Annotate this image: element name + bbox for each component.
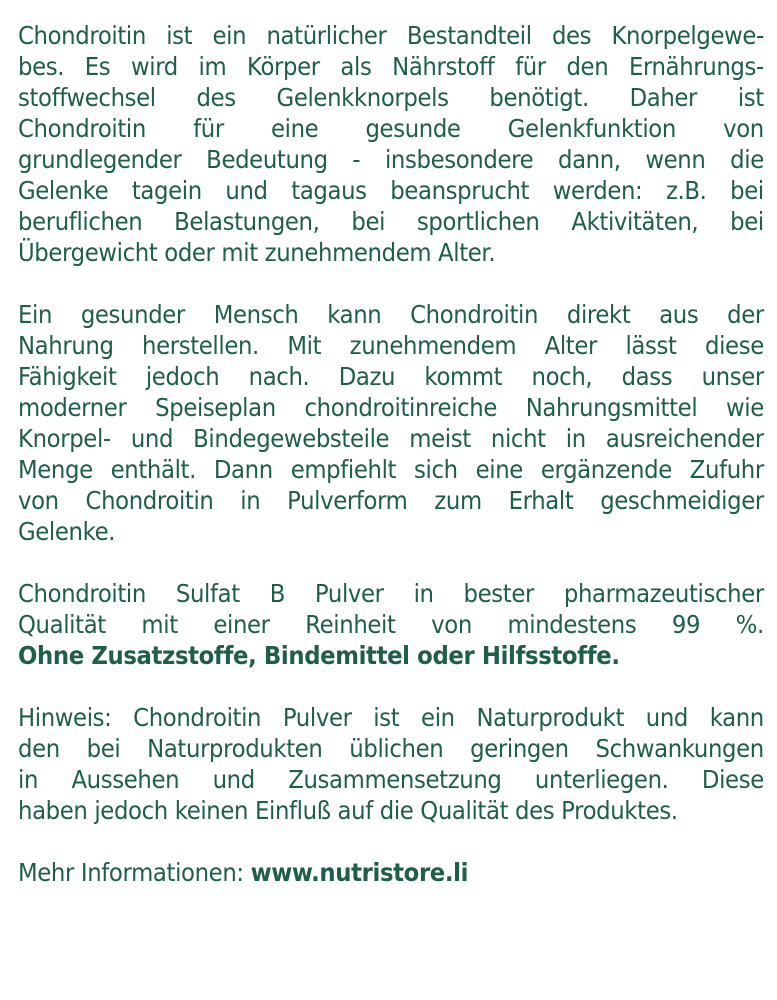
- more-info-label: Mehr Informationen:: [18, 858, 251, 887]
- text-line: moderner Speiseplan chondroitinreiche Nahrungsmittel wie: [18, 393, 764, 422]
- text-line: in Aussehen und Zusammensetzung unterliegen. Diese: [18, 765, 764, 794]
- highlight-line: Ohne Zusatzstoffe, Bindemittel oder Hilfsstoffe.: [18, 641, 620, 670]
- text-line: stoffwechsel des Gelenkknorpels benötigt. Daher ist: [18, 83, 764, 112]
- text-line: grundlegender Bedeutung - insbesondere dann, wenn die: [18, 145, 764, 174]
- text-line: von Chondroitin in Pulverform zum Erhalt geschmeidiger: [18, 486, 764, 515]
- paragraph-notice: [18, 702, 764, 826]
- text-line: Menge enthält. Dann empfiehlt sich eine ergänzende Zufuhr: [18, 455, 764, 484]
- text-line: Fähigkeit jedoch nach. Dazu kommt noch, dass unser: [18, 362, 764, 391]
- website-link[interactable]: www.nutristore.li: [250, 858, 469, 887]
- text-line: Chondroitin für eine gesunde Gelenkfunktion von: [18, 114, 764, 143]
- text-line: beruflichen Belastungen, bei sportlichen Aktivitäten, bei: [18, 207, 764, 236]
- product-description: [18, 20, 764, 888]
- text-line: Chondroitin Sulfat B Pulver in bester pharmazeutischer: [18, 579, 764, 608]
- text-line: Übergewicht oder mit zunehmendem Alter.: [18, 238, 496, 267]
- paragraph-intro: [18, 20, 764, 268]
- text-line: den bei Naturprodukten üblichen geringen Schwankungen: [18, 734, 764, 763]
- text-line: Hinweis: Chondroitin Pulver ist ein Naturprodukt und kann: [18, 703, 764, 732]
- paragraph-quality: [18, 578, 764, 671]
- text-line: Nahrung herstellen. Mit zunehmendem Alter lässt diese: [18, 331, 764, 360]
- text-line: bes. Es wird im Körper als Nährstoff für den Ernährungs-: [18, 52, 764, 81]
- text-line: Chondroitin ist ein natürlicher Bestandteil des Knorpelgewe-: [18, 21, 764, 50]
- text-line: Ein gesunder Mensch kann Chondroitin direkt aus der: [18, 300, 764, 329]
- text-line: Gelenke.: [18, 517, 116, 546]
- text-line: haben jedoch keinen Einfluß auf die Qualität des Produktes.: [18, 796, 678, 825]
- text-line: Gelenke tagein und tagaus beansprucht werden: z.B. bei: [18, 176, 764, 205]
- paragraph-nutrition: [18, 299, 764, 547]
- text-line: Knorpel- und Bindegewebsteile meist nicht in ausreichender: [18, 424, 764, 453]
- text-line: Qualität mit einer Reinheit von mindestens 99 %.: [18, 610, 764, 639]
- more-info-footer: [18, 857, 764, 888]
